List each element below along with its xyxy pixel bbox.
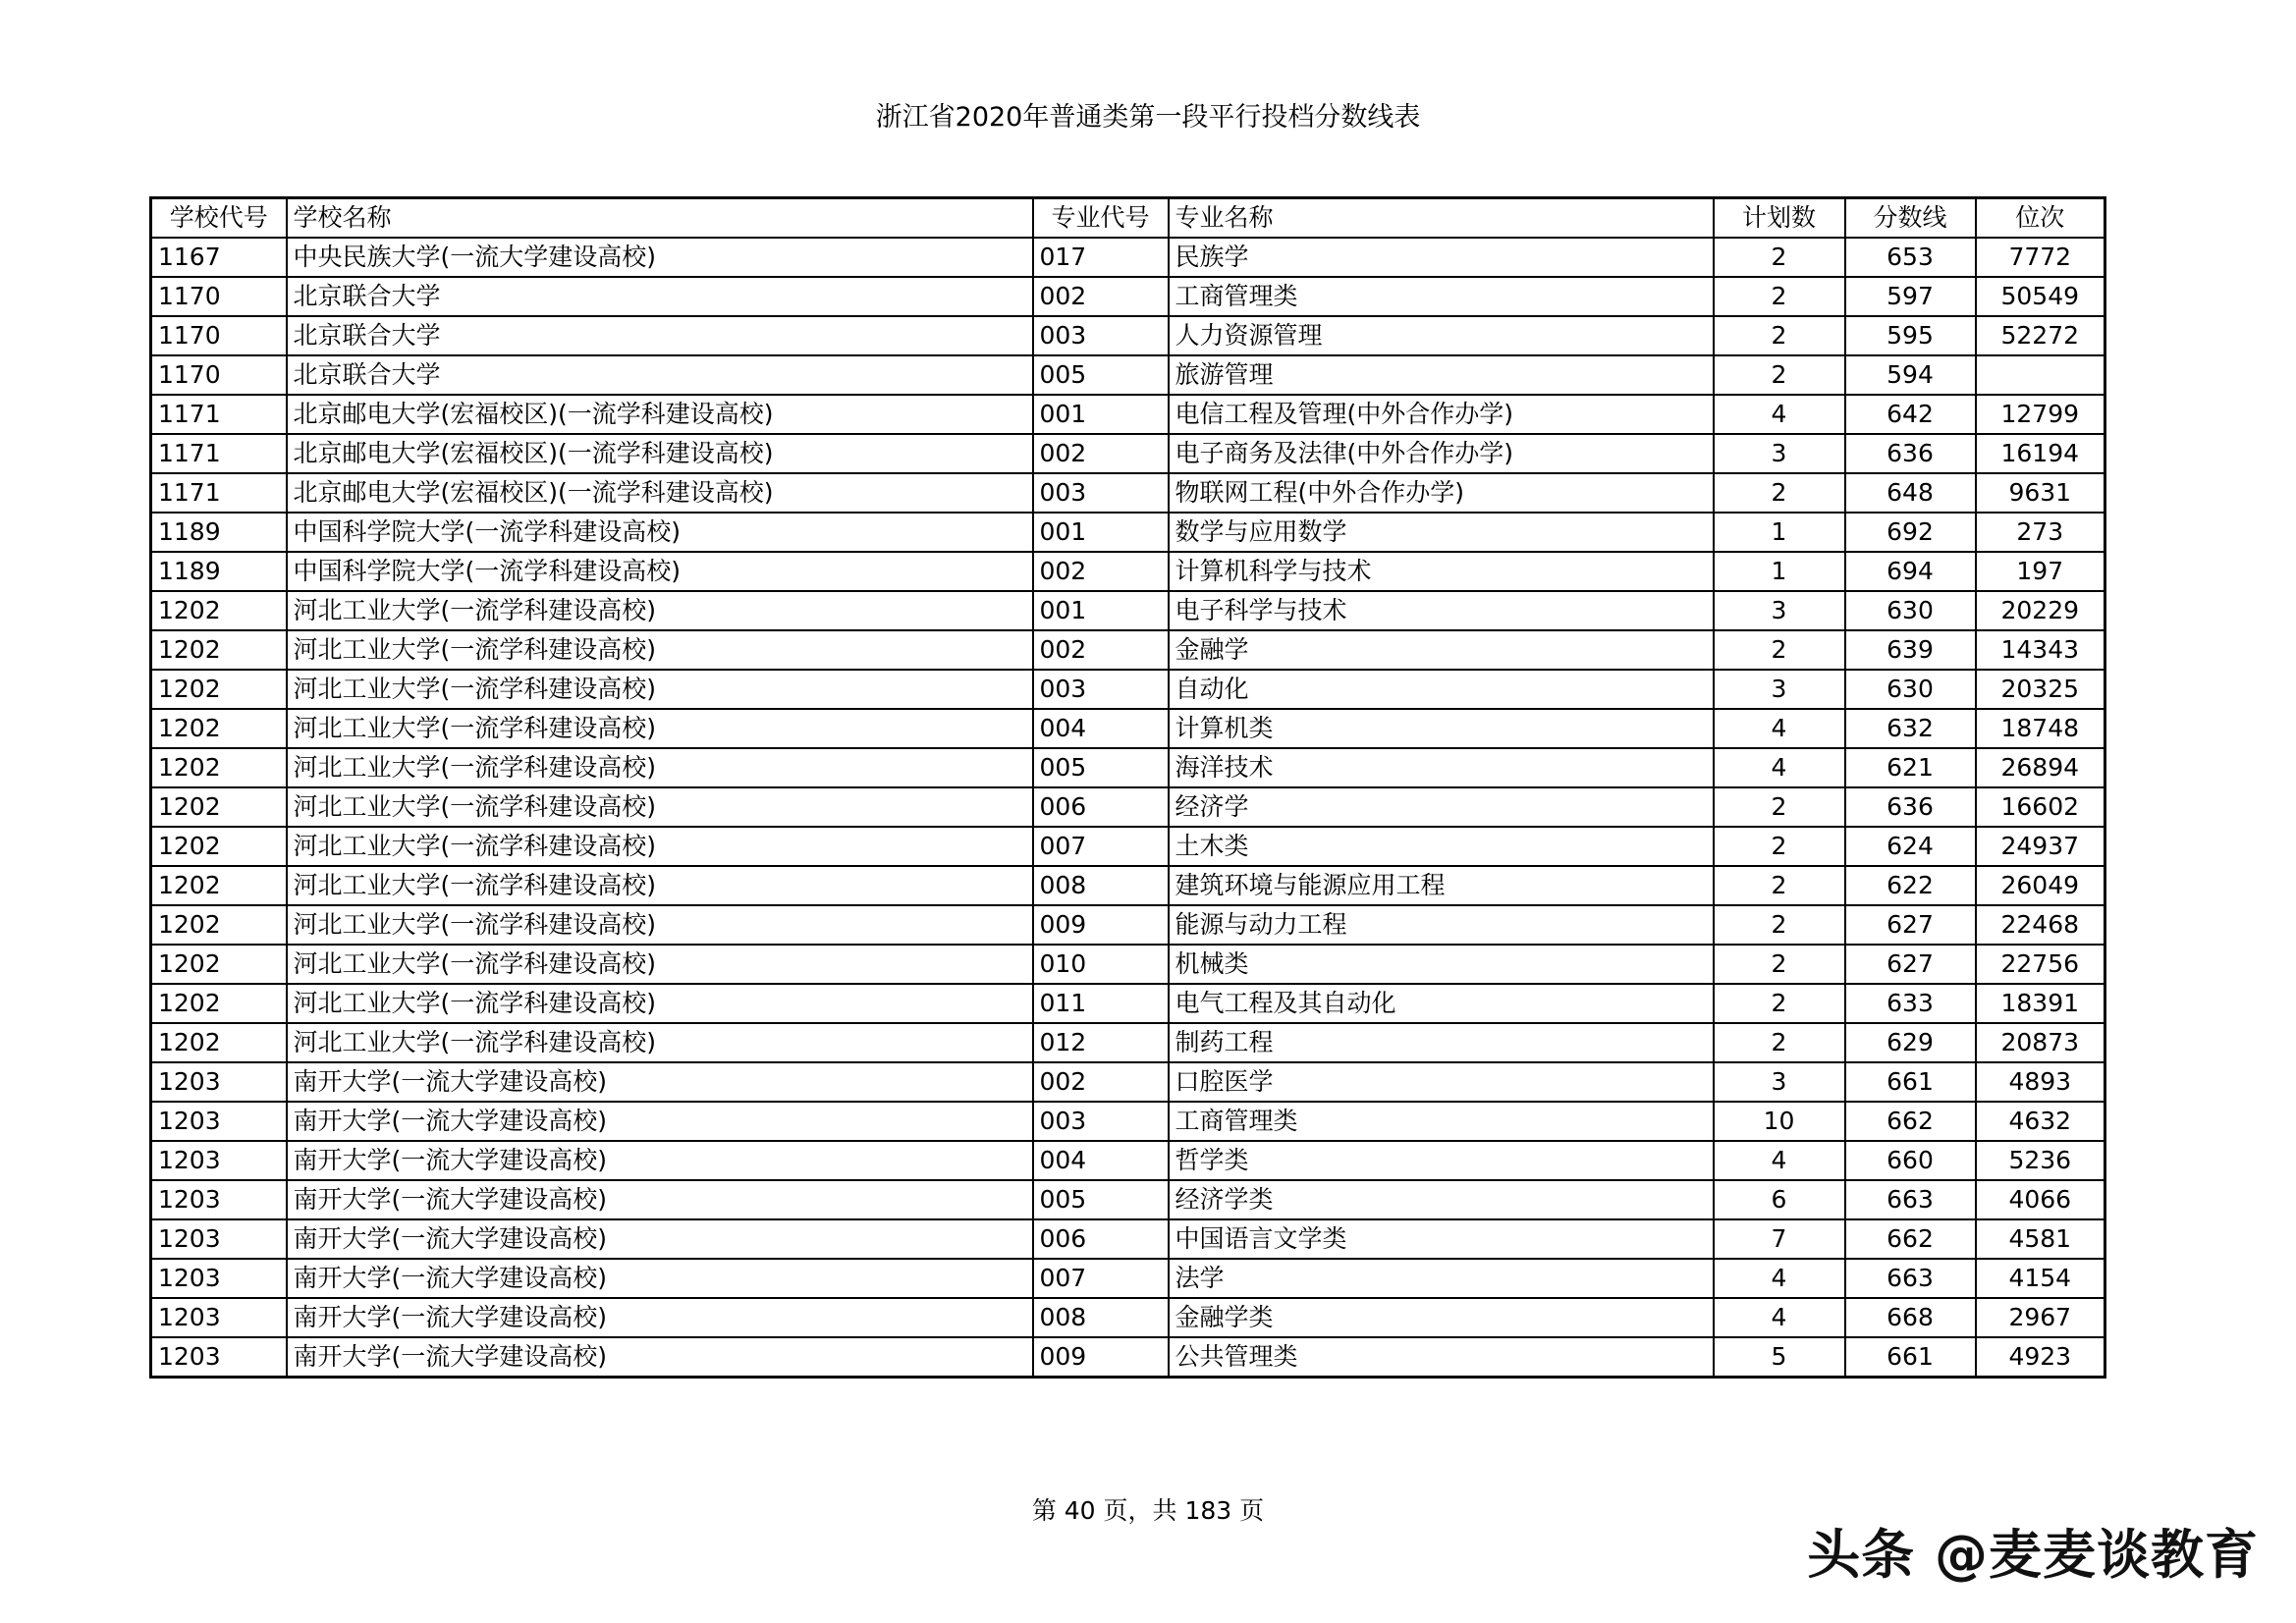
cell-score: 661: [1845, 1062, 1976, 1102]
cell-rank: 26894: [1976, 748, 2105, 787]
cell-major-code: 008: [1033, 866, 1169, 905]
cell-plan: 4: [1714, 748, 1845, 787]
cell-major-name: 电子科学与技术: [1169, 591, 1714, 630]
cell-school-code: 1202: [151, 630, 287, 670]
cell-plan: 4: [1714, 709, 1845, 748]
cell-score: 642: [1845, 395, 1976, 434]
table-row: [151, 670, 2105, 709]
cell-rank: 16602: [1976, 787, 2105, 827]
cell-score: 630: [1845, 591, 1976, 630]
cell-major-name: 公共管理类: [1169, 1337, 1714, 1378]
cell-score: 662: [1845, 1219, 1976, 1259]
table-row: [151, 866, 2105, 905]
cell-major-name: 人力资源管理: [1169, 316, 1714, 355]
table-row: [151, 316, 2105, 355]
cell-school-code: 1171: [151, 434, 287, 473]
cell-school-code: 1203: [151, 1102, 287, 1141]
table-row: [151, 1062, 2105, 1102]
cell-plan: 5: [1714, 1337, 1845, 1378]
cell-major-code: 001: [1033, 513, 1169, 552]
cell-score: 636: [1845, 787, 1976, 827]
cell-school-code: 1171: [151, 395, 287, 434]
cell-rank: 4066: [1976, 1180, 2105, 1219]
cell-rank: 20325: [1976, 670, 2105, 709]
cell-score: 653: [1845, 238, 1976, 277]
header-rank: 位次: [1976, 198, 2105, 239]
cell-school-name: 北京邮电大学(宏福校区)(一流学科建设高校): [287, 395, 1033, 434]
cell-school-name: 南开大学(一流大学建设高校): [287, 1062, 1033, 1102]
cell-plan: 2: [1714, 866, 1845, 905]
cell-school-code: 1203: [151, 1298, 287, 1337]
cell-major-name: 物联网工程(中外合作办学): [1169, 473, 1714, 513]
table-row: [151, 1023, 2105, 1062]
cell-school-code: 1171: [151, 473, 287, 513]
cell-school-code: 1202: [151, 787, 287, 827]
cell-major-code: 003: [1033, 316, 1169, 355]
cell-school-code: 1202: [151, 591, 287, 630]
cell-rank: 5236: [1976, 1141, 2105, 1180]
cell-school-name: 北京联合大学: [287, 277, 1033, 316]
table-row: [151, 1298, 2105, 1337]
cell-rank: 4923: [1976, 1337, 2105, 1378]
cell-major-code: 004: [1033, 709, 1169, 748]
cell-rank: 18748: [1976, 709, 2105, 748]
cell-plan: 2: [1714, 238, 1845, 277]
watermark-text: 头条 @麦麦谈教育: [1807, 1524, 2259, 1586]
cell-major-name: 海洋技术: [1169, 748, 1714, 787]
table-row: [151, 395, 2105, 434]
cell-score: 627: [1845, 905, 1976, 945]
cell-plan: 2: [1714, 473, 1845, 513]
cell-school-name: 河北工业大学(一流学科建设高校): [287, 945, 1033, 984]
cell-major-name: 电气工程及其自动化: [1169, 984, 1714, 1023]
cell-major-code: 012: [1033, 1023, 1169, 1062]
cell-school-code: 1202: [151, 670, 287, 709]
cell-plan: 7: [1714, 1219, 1845, 1259]
header-school-code: 学校代号: [151, 198, 287, 239]
cell-major-code: 003: [1033, 473, 1169, 513]
cell-major-code: 002: [1033, 1062, 1169, 1102]
cell-major-name: 金融学类: [1169, 1298, 1714, 1337]
cell-school-code: 1202: [151, 709, 287, 748]
cell-rank: 12799: [1976, 395, 2105, 434]
cell-major-code: 007: [1033, 1259, 1169, 1298]
cell-plan: 3: [1714, 591, 1845, 630]
cell-school-name: 河北工业大学(一流学科建设高校): [287, 591, 1033, 630]
cell-score: 668: [1845, 1298, 1976, 1337]
table-row: [151, 1141, 2105, 1180]
cell-plan: 2: [1714, 945, 1845, 984]
cell-score: 629: [1845, 1023, 1976, 1062]
cell-school-name: 北京邮电大学(宏福校区)(一流学科建设高校): [287, 434, 1033, 473]
cell-score: 621: [1845, 748, 1976, 787]
cell-plan: 3: [1714, 670, 1845, 709]
cell-school-name: 中央民族大学(一流大学建设高校): [287, 238, 1033, 277]
cell-major-name: 电信工程及管理(中外合作办学): [1169, 395, 1714, 434]
cell-rank: 197: [1976, 552, 2105, 591]
cell-plan: 2: [1714, 316, 1845, 355]
cell-major-name: 能源与动力工程: [1169, 905, 1714, 945]
cell-major-name: 工商管理类: [1169, 277, 1714, 316]
cell-major-code: 002: [1033, 277, 1169, 316]
cell-score: 663: [1845, 1180, 1976, 1219]
cell-score: 633: [1845, 984, 1976, 1023]
cell-school-code: 1202: [151, 827, 287, 866]
cell-major-name: 土木类: [1169, 827, 1714, 866]
cell-major-code: 017: [1033, 238, 1169, 277]
cell-rank: 4581: [1976, 1219, 2105, 1259]
cell-rank: 4893: [1976, 1062, 2105, 1102]
cell-plan: 1: [1714, 513, 1845, 552]
table-row: [151, 1259, 2105, 1298]
cell-rank: 24937: [1976, 827, 2105, 866]
cell-major-name: 机械类: [1169, 945, 1714, 984]
cell-score: 660: [1845, 1141, 1976, 1180]
table-row: [151, 827, 2105, 866]
cell-plan: 2: [1714, 1023, 1845, 1062]
cell-school-name: 河北工业大学(一流学科建设高校): [287, 905, 1033, 945]
cell-rank: 7772: [1976, 238, 2105, 277]
table-row: [151, 277, 2105, 316]
cell-plan: 4: [1714, 1298, 1845, 1337]
cell-school-name: 河北工业大学(一流学科建设高校): [287, 748, 1033, 787]
cell-school-code: 1203: [151, 1259, 287, 1298]
cell-major-name: 自动化: [1169, 670, 1714, 709]
cell-score: 595: [1845, 316, 1976, 355]
table-row: [151, 1337, 2105, 1378]
cell-school-code: 1170: [151, 355, 287, 395]
cell-plan: 2: [1714, 630, 1845, 670]
cell-major-code: 002: [1033, 630, 1169, 670]
cell-score: 694: [1845, 552, 1976, 591]
cell-major-name: 电子商务及法律(中外合作办学): [1169, 434, 1714, 473]
table-row: [151, 434, 2105, 473]
cell-school-code: 1203: [151, 1219, 287, 1259]
header-school-name: 学校名称: [287, 198, 1033, 239]
table-row: [151, 591, 2105, 630]
cell-school-name: 南开大学(一流大学建设高校): [287, 1259, 1033, 1298]
cell-major-name: 口腔医学: [1169, 1062, 1714, 1102]
table-row: [151, 748, 2105, 787]
cell-rank: 4154: [1976, 1259, 2105, 1298]
cell-plan: 2: [1714, 984, 1845, 1023]
cell-score: 648: [1845, 473, 1976, 513]
cell-major-name: 制药工程: [1169, 1023, 1714, 1062]
cell-rank: 273: [1976, 513, 2105, 552]
cell-school-code: 1170: [151, 277, 287, 316]
cell-school-name: 河北工业大学(一流学科建设高校): [287, 787, 1033, 827]
cell-score: 663: [1845, 1259, 1976, 1298]
cell-major-name: 建筑环境与能源应用工程: [1169, 866, 1714, 905]
cell-school-name: 河北工业大学(一流学科建设高校): [287, 1023, 1033, 1062]
cell-plan: 6: [1714, 1180, 1845, 1219]
cell-major-name: 计算机科学与技术: [1169, 552, 1714, 591]
cell-major-code: 003: [1033, 1102, 1169, 1141]
cell-plan: 3: [1714, 1062, 1845, 1102]
cell-major-code: 002: [1033, 552, 1169, 591]
table-row: [151, 1219, 2105, 1259]
cell-school-code: 1202: [151, 945, 287, 984]
cell-plan: 4: [1714, 1259, 1845, 1298]
cell-rank: 22756: [1976, 945, 2105, 984]
table-row: [151, 552, 2105, 591]
cell-school-name: 南开大学(一流大学建设高校): [287, 1219, 1033, 1259]
cell-plan: 4: [1714, 395, 1845, 434]
cell-school-name: 中国科学院大学(一流学科建设高校): [287, 552, 1033, 591]
cell-rank: [1976, 355, 2105, 395]
cell-major-code: 005: [1033, 355, 1169, 395]
cell-school-name: 河北工业大学(一流学科建设高校): [287, 630, 1033, 670]
cell-school-code: 1203: [151, 1180, 287, 1219]
cell-major-name: 金融学: [1169, 630, 1714, 670]
cell-school-name: 河北工业大学(一流学科建设高校): [287, 670, 1033, 709]
cell-school-code: 1202: [151, 1023, 287, 1062]
cell-major-code: 011: [1033, 984, 1169, 1023]
cell-major-code: 004: [1033, 1141, 1169, 1180]
cell-rank: 20873: [1976, 1023, 2105, 1062]
page-title: 浙江省2020年普通类第一段平行投档分数线表: [875, 102, 1421, 133]
cell-major-name: 经济学类: [1169, 1180, 1714, 1219]
cell-major-name: 中国语言文学类: [1169, 1219, 1714, 1259]
cell-school-name: 南开大学(一流大学建设高校): [287, 1337, 1033, 1378]
table-row: [151, 905, 2105, 945]
cell-score: 639: [1845, 630, 1976, 670]
cell-major-code: 003: [1033, 670, 1169, 709]
cell-score: 636: [1845, 434, 1976, 473]
cell-major-name: 计算机类: [1169, 709, 1714, 748]
cell-major-code: 005: [1033, 1180, 1169, 1219]
cell-rank: 16194: [1976, 434, 2105, 473]
cell-score: 627: [1845, 945, 1976, 984]
header-score: 分数线: [1845, 198, 1976, 239]
cell-major-name: 旅游管理: [1169, 355, 1714, 395]
cell-major-code: 005: [1033, 748, 1169, 787]
cell-major-code: 009: [1033, 1337, 1169, 1378]
cell-plan: 4: [1714, 1141, 1845, 1180]
cell-plan: 2: [1714, 355, 1845, 395]
header-major-name: 专业名称: [1169, 198, 1714, 239]
cell-score: 662: [1845, 1102, 1976, 1141]
table-row: [151, 1180, 2105, 1219]
cell-school-code: 1202: [151, 866, 287, 905]
cell-major-name: 工商管理类: [1169, 1102, 1714, 1141]
table-row: [151, 513, 2105, 552]
cell-school-name: 南开大学(一流大学建设高校): [287, 1180, 1033, 1219]
cell-major-code: 007: [1033, 827, 1169, 866]
cell-rank: 14343: [1976, 630, 2105, 670]
cell-school-name: 南开大学(一流大学建设高校): [287, 1102, 1033, 1141]
cell-school-name: 河北工业大学(一流学科建设高校): [287, 709, 1033, 748]
cell-plan: 2: [1714, 787, 1845, 827]
header-major-code: 专业代号: [1033, 198, 1169, 239]
cell-school-code: 1189: [151, 552, 287, 591]
table-row: [151, 238, 2105, 277]
cell-major-name: 民族学: [1169, 238, 1714, 277]
table-body: [151, 238, 2105, 1378]
cell-school-code: 1203: [151, 1141, 287, 1180]
cell-major-code: 001: [1033, 395, 1169, 434]
page-footer: 第 40 页，共 183 页: [1031, 1496, 1265, 1525]
cell-rank: 26049: [1976, 866, 2105, 905]
cell-school-code: 1167: [151, 238, 287, 277]
cell-major-name: 法学: [1169, 1259, 1714, 1298]
cell-major-code: 008: [1033, 1298, 1169, 1337]
cell-plan: 1: [1714, 552, 1845, 591]
cell-school-code: 1170: [151, 316, 287, 355]
cell-score: 622: [1845, 866, 1976, 905]
cell-score: 594: [1845, 355, 1976, 395]
cell-school-name: 中国科学院大学(一流学科建设高校): [287, 513, 1033, 552]
cell-major-code: 009: [1033, 905, 1169, 945]
cell-rank: 52272: [1976, 316, 2105, 355]
cell-score: 597: [1845, 277, 1976, 316]
cell-school-name: 河北工业大学(一流学科建设高校): [287, 984, 1033, 1023]
cell-score: 630: [1845, 670, 1976, 709]
cell-major-code: 002: [1033, 434, 1169, 473]
table-row: [151, 630, 2105, 670]
cell-rank: 50549: [1976, 277, 2105, 316]
table-row: [151, 945, 2105, 984]
cell-school-code: 1203: [151, 1062, 287, 1102]
table-header-row: [151, 198, 2105, 239]
table-row: [151, 355, 2105, 395]
cell-plan: 10: [1714, 1102, 1845, 1141]
cell-rank: 22468: [1976, 905, 2105, 945]
cell-plan: 2: [1714, 827, 1845, 866]
cell-school-name: 北京联合大学: [287, 355, 1033, 395]
cell-major-name: 数学与应用数学: [1169, 513, 1714, 552]
cell-rank: 4632: [1976, 1102, 2105, 1141]
cell-plan: 2: [1714, 277, 1845, 316]
table-row: [151, 473, 2105, 513]
cell-rank: 18391: [1976, 984, 2105, 1023]
table-row: [151, 709, 2105, 748]
cell-plan: 3: [1714, 434, 1845, 473]
cell-major-code: 001: [1033, 591, 1169, 630]
cell-school-name: 北京联合大学: [287, 316, 1033, 355]
cell-school-name: 南开大学(一流大学建设高校): [287, 1298, 1033, 1337]
cell-rank: 2967: [1976, 1298, 2105, 1337]
cell-score: 624: [1845, 827, 1976, 866]
score-table: [149, 196, 2106, 1379]
cell-school-code: 1202: [151, 905, 287, 945]
cell-school-name: 南开大学(一流大学建设高校): [287, 1141, 1033, 1180]
table-row: [151, 787, 2105, 827]
cell-school-code: 1202: [151, 984, 287, 1023]
cell-major-name: 哲学类: [1169, 1141, 1714, 1180]
cell-school-code: 1203: [151, 1337, 287, 1378]
header-plan: 计划数: [1714, 198, 1845, 239]
cell-plan: 2: [1714, 905, 1845, 945]
cell-school-name: 河北工业大学(一流学科建设高校): [287, 866, 1033, 905]
cell-rank: 20229: [1976, 591, 2105, 630]
cell-school-name: 河北工业大学(一流学科建设高校): [287, 827, 1033, 866]
cell-score: 661: [1845, 1337, 1976, 1378]
cell-score: 632: [1845, 709, 1976, 748]
cell-rank: 9631: [1976, 473, 2105, 513]
cell-school-code: 1202: [151, 748, 287, 787]
cell-major-name: 经济学: [1169, 787, 1714, 827]
cell-major-code: 006: [1033, 1219, 1169, 1259]
table-row: [151, 1102, 2105, 1141]
cell-school-code: 1189: [151, 513, 287, 552]
cell-score: 692: [1845, 513, 1976, 552]
table-row: [151, 984, 2105, 1023]
cell-major-code: 006: [1033, 787, 1169, 827]
cell-school-name: 北京邮电大学(宏福校区)(一流学科建设高校): [287, 473, 1033, 513]
cell-major-code: 010: [1033, 945, 1169, 984]
